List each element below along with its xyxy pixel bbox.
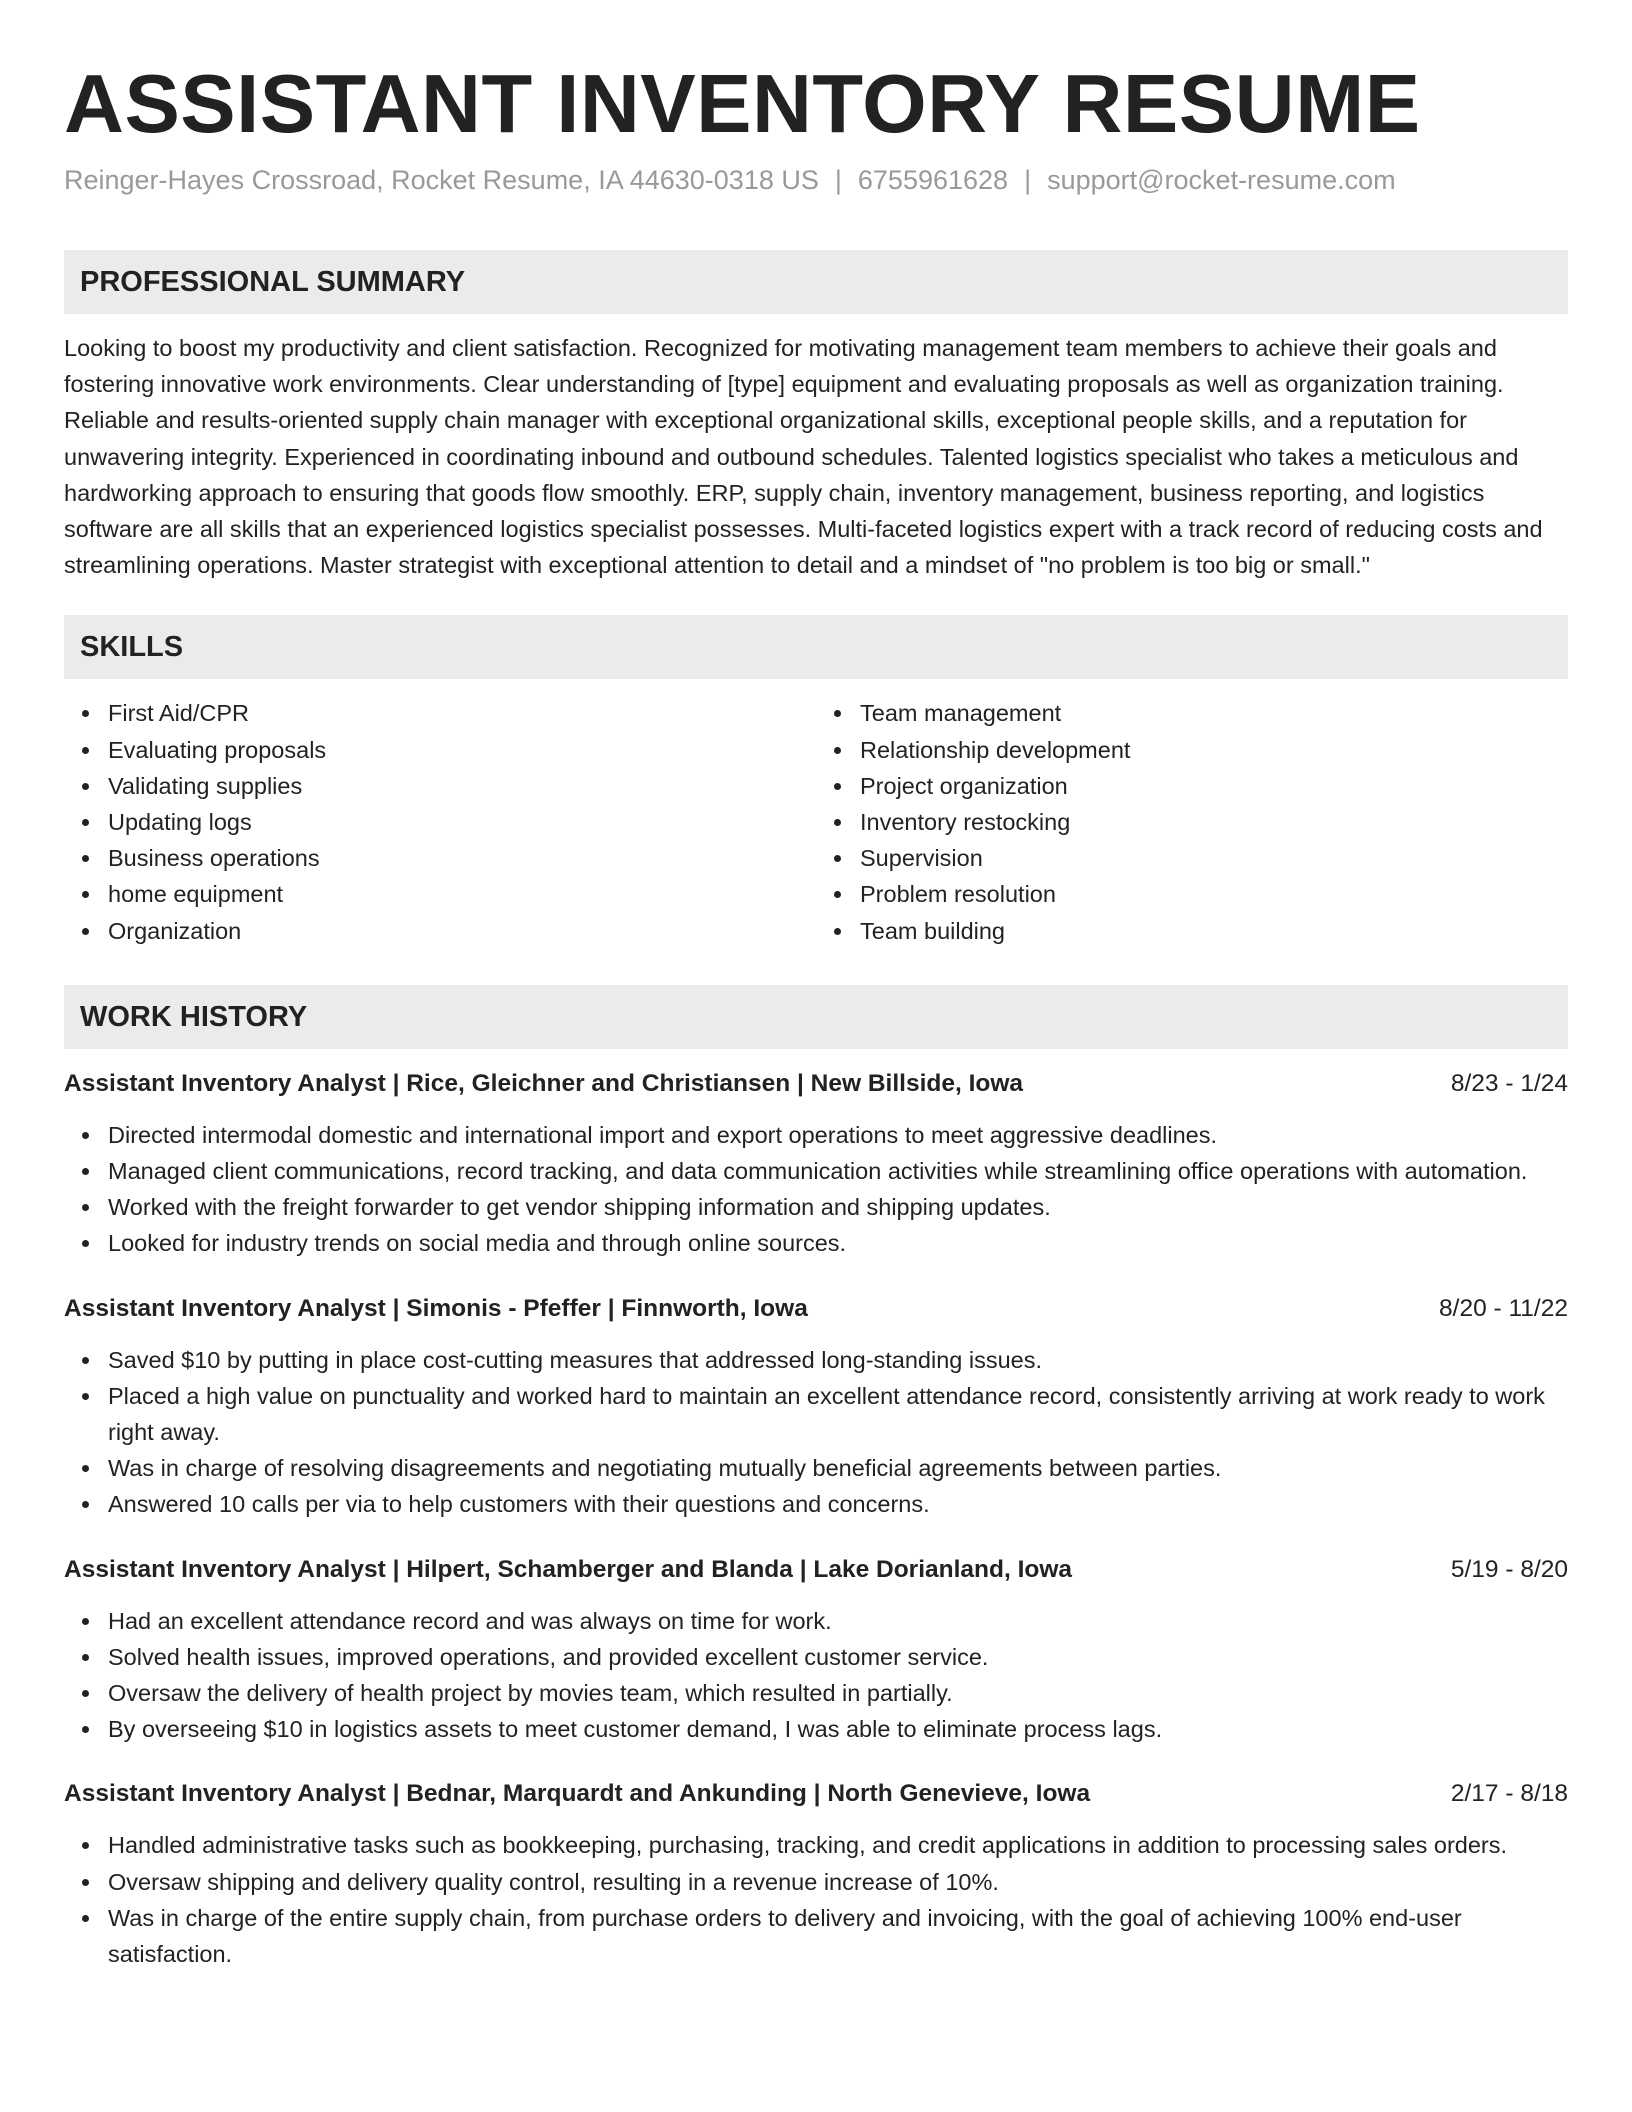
job-bullet: Solved health issues, improved operations, and provided excellent customer service. <box>108 1639 1568 1675</box>
skill-item: Team management <box>860 695 1568 731</box>
job-bullet: Was in charge of resolving disagreements and negotiating mutually beneficial agreements between parties. <box>108 1450 1568 1486</box>
job-title: Assistant Inventory Analyst | Bednar, Marquardt and Ankunding | North Genevieve, Iowa <box>64 1780 1091 1808</box>
skills-column-left <box>64 695 816 948</box>
summary-heading: PROFESSIONAL SUMMARY <box>64 250 1568 314</box>
skill-item: home equipment <box>108 876 816 912</box>
job-bullet: Placed a high value on punctuality and worked hard to maintain an excellent attendance record, consistently arriving at work ready to work right away. <box>108 1378 1568 1450</box>
skills-column-right <box>816 695 1568 948</box>
contact-email: support@rocket-resume.com <box>1047 165 1396 195</box>
job-dates: 5/19 - 8/20 <box>1450 1555 1568 1583</box>
skill-item: First Aid/CPR <box>108 695 816 731</box>
job-entry <box>64 1067 1568 1262</box>
job-bullet: Managed client communications, record tracking, and data communication activities while streamlining office operations with automation. <box>108 1153 1568 1189</box>
contact-separator: | <box>1024 165 1032 195</box>
contact-address: Reinger-Hayes Crossroad, Rocket Resume, IA 44630-0318 US <box>64 165 819 195</box>
job-bullets <box>64 1117 1568 1262</box>
job-title: Assistant Inventory Analyst | Rice, Gleichner and Christiansen | New Billside, Iowa <box>64 1069 1024 1097</box>
contact-separator: | <box>834 165 842 195</box>
job-header <box>64 1067 1568 1101</box>
skill-item: Organization <box>108 913 816 949</box>
job-dates: 8/23 - 1/24 <box>1450 1069 1568 1097</box>
job-header <box>64 1777 1568 1811</box>
skill-item: Supervision <box>860 840 1568 876</box>
work-history-heading: WORK HISTORY <box>64 985 1568 1049</box>
skill-item: Relationship development <box>860 732 1568 768</box>
job-bullets <box>64 1603 1568 1748</box>
job-bullet: Saved $10 by putting in place cost-cutting measures that addressed long-standing issues. <box>108 1342 1568 1378</box>
job-dates: 2/17 - 8/18 <box>1450 1780 1568 1808</box>
job-dates: 8/20 - 11/22 <box>1439 1294 1568 1322</box>
resume-page <box>64 0 1568 1972</box>
job-bullet: By overseeing $10 in logistics assets to meet customer demand, I was able to eliminate process lags. <box>108 1711 1568 1747</box>
job-entry <box>64 1777 1568 1972</box>
job-entry <box>64 1553 1568 1748</box>
job-bullet: Was in charge of the entire supply chain, from purchase orders to delivery and invoicing, with the goal of achieving 100% end-user satisfaction. <box>108 1900 1568 1972</box>
job-bullet: Looked for industry trends on social media and through online sources. <box>108 1225 1568 1261</box>
skill-item: Inventory restocking <box>860 804 1568 840</box>
skill-item: Evaluating proposals <box>108 732 816 768</box>
skill-item: Team building <box>860 913 1568 949</box>
job-header <box>64 1292 1568 1326</box>
skill-item: Problem resolution <box>860 876 1568 912</box>
summary-text: Looking to boost my productivity and client satisfaction. Recognized for motivating management team members to achieve their goals and fostering innovative work environments. Clear understanding of [type] equipment and evaluating proposals as well as organization training. Reliable and results-oriented supply chain manager with exceptional organizational skills, exceptional people skills, and a reputation for unwavering integrity. Experienced in coordinating inbound and outbound schedules. Talented logistics specialist who takes a meticulous and hardworking approach to ensuring that goods flow smoothly. ERP, supply chain, inventory management, business reporting, and logistics software are all skills that an experienced logistics specialist possesses. Multi-faceted logistics expert with a track record of reducing costs and streamlining operations. Master strategist with exceptional attention to detail and a mindset of "no problem is too big or small." <box>64 335 1543 579</box>
job-bullets <box>64 1342 1568 1523</box>
job-header <box>64 1553 1568 1587</box>
job-bullets <box>64 1827 1568 1972</box>
job-entry <box>64 1292 1568 1523</box>
skill-item: Updating logs <box>108 804 816 840</box>
job-title: Assistant Inventory Analyst | Hilpert, Schamberger and Blanda | Lake Dorianland, Iowa <box>64 1555 1073 1583</box>
skill-item: Project organization <box>860 768 1568 804</box>
skill-item: Validating supplies <box>108 768 816 804</box>
job-bullet: Oversaw the delivery of health project by movies team, which resulted in partially. <box>108 1675 1568 1711</box>
job-bullet: Had an excellent attendance record and was always on time for work. <box>108 1603 1568 1639</box>
resume-title: ASSISTANT INVENTORY RESUME <box>64 57 1421 150</box>
contact-line <box>64 162 1568 198</box>
job-bullet: Directed intermodal domestic and international import and export operations to meet aggressive deadlines. <box>108 1117 1568 1153</box>
contact-phone: 6755961628 <box>857 165 1009 195</box>
job-bullet: Worked with the freight forwarder to get vendor shipping information and shipping updates. <box>108 1189 1568 1225</box>
job-bullet: Answered 10 calls per via to help customers with their questions and concerns. <box>108 1486 1568 1522</box>
skills-grid <box>64 695 1568 948</box>
job-bullet: Oversaw shipping and delivery quality control, resulting in a revenue increase of 10%. <box>108 1864 1568 1900</box>
job-bullet: Handled administrative tasks such as bookkeeping, purchasing, tracking, and credit applications in addition to processing sales orders. <box>108 1827 1568 1863</box>
skill-item: Business operations <box>108 840 816 876</box>
skills-heading: SKILLS <box>64 615 1568 679</box>
job-title: Assistant Inventory Analyst | Simonis - Pfeffer | Finnworth, Iowa <box>64 1294 808 1322</box>
